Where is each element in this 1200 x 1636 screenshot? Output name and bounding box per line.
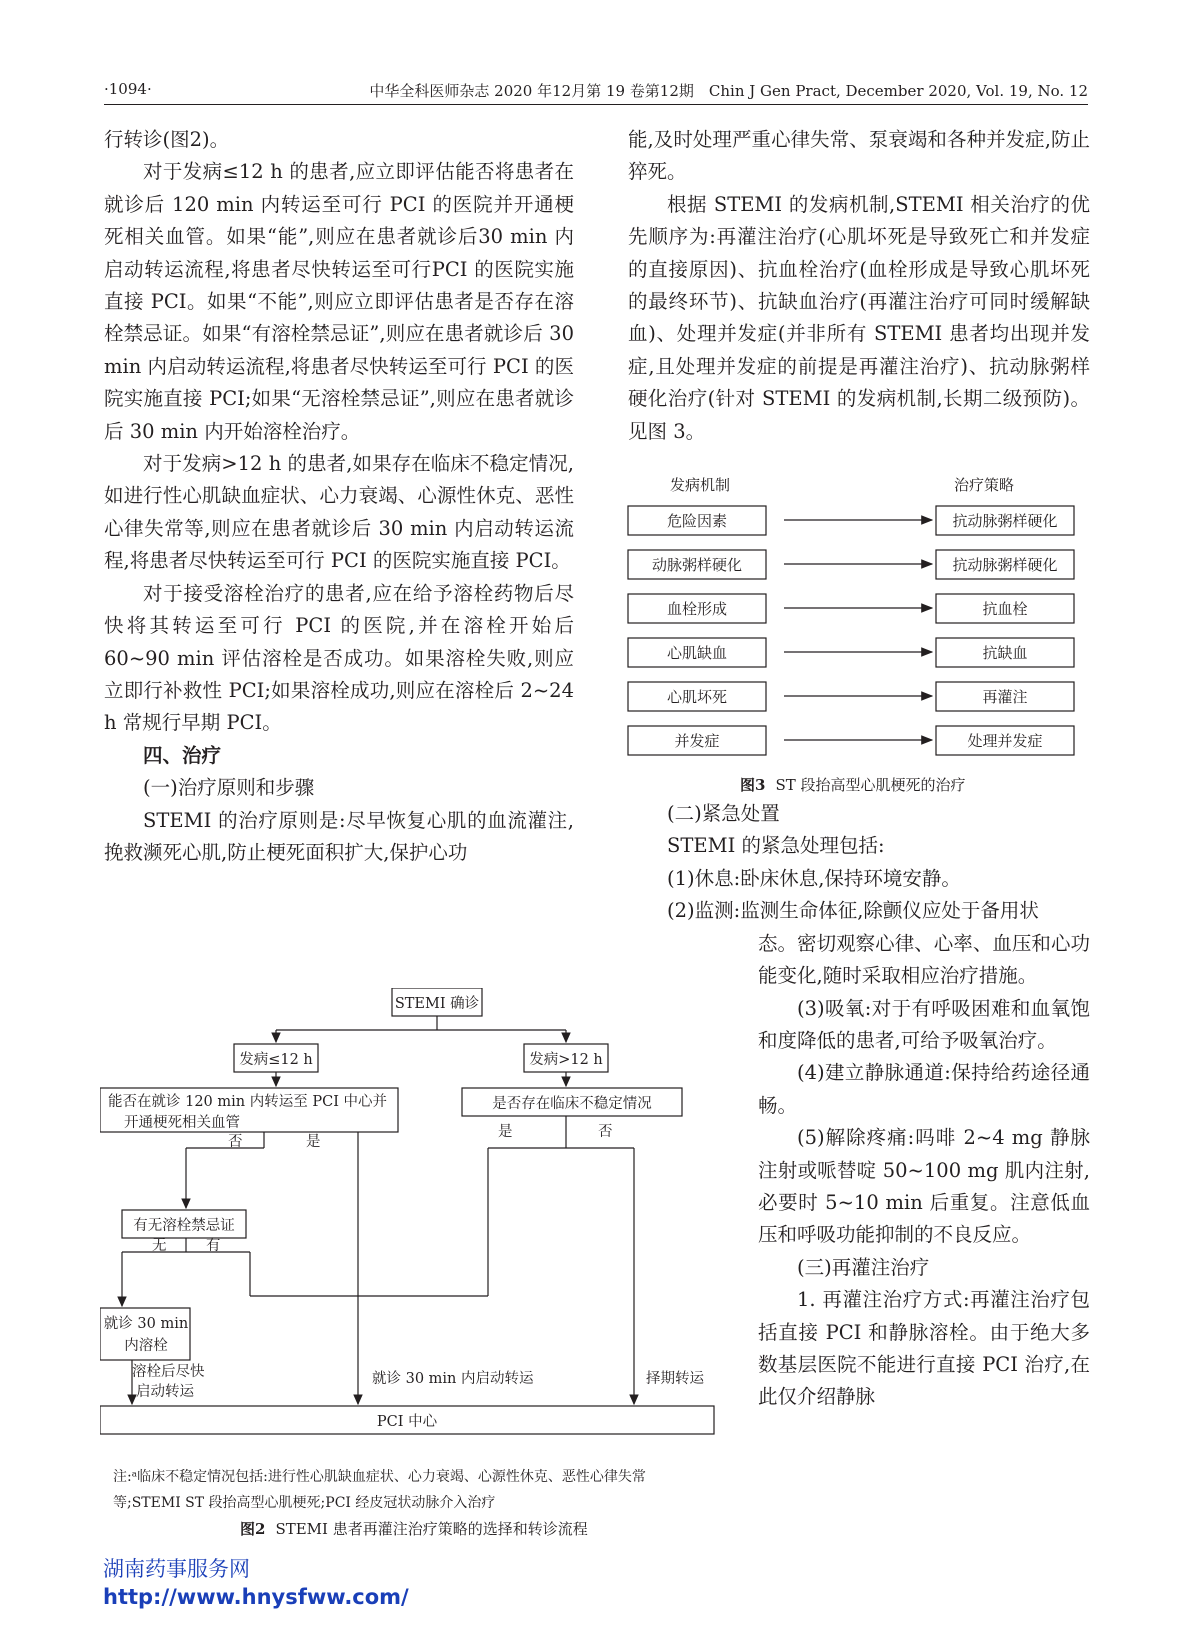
journal-info: 中华全科医师杂志 2020 年12月第 19 卷第12期 Chin J Gen Pract, December 2020, Vol. 19, No. 12: [369, 82, 1088, 100]
paragraph: 对于发病≤12 h 的患者,应立即评估能否将患者在就诊后 120 min 内转运至可行 PCI 的医院并开通梗死相关血管。如果“能”,则应在患者就诊后30 min 内启动转运流程,将患者尽快转运至可行PCI 的医院实施直接 PCI。如果“不能”,则应立即评估患者是否存在溶栓禁忌证。如果“有溶栓禁忌证”,则应在患者就诊后 30 min 内启动转运流程,将患者尽快转运至可行 PCI 的医院实施直接 PCI;如果“无溶栓禁忌证”,则应在患者就诊后 30 min 内开始溶栓治疗。: [104, 160, 574, 443]
fig2-lysis-label: 就诊 30 min: [103, 1316, 189, 1332]
figure3-caption-label: 图3: [740, 776, 766, 794]
fig3-mechanism-label: 心肌坏死: [666, 688, 728, 706]
subsection-heading: (三)再灌注治疗: [797, 1255, 930, 1279]
fig2-left-branch-label: 发病≤12 h: [239, 1052, 313, 1068]
page-number: ·1094·: [104, 80, 152, 98]
subsection-heading: (一)治疗原则和步骤: [143, 776, 315, 800]
fig2-q1-no-label: 否: [228, 1134, 243, 1150]
list-item: (1)休息:卧床休息,保持环境安静。: [667, 866, 961, 890]
list-item: (3)吸氧:对于有呼吸困难和血氧饱和度降低的患者,可给予吸氧治疗。: [758, 996, 1090, 1052]
paragraph: 行转诊(图2)。: [104, 128, 230, 151]
figure2-note: [113, 1464, 753, 1516]
fig3-row: [628, 638, 1074, 667]
fig2-start-label: STEMI 确诊: [394, 996, 480, 1012]
fig2-after-lysis-label: 溶栓后尽快: [132, 1364, 205, 1380]
fig3-row: [628, 506, 1074, 535]
fig3-strategy-label: 抗动脉粥样硬化: [952, 512, 1058, 530]
fig2-q2-yes-label: 是: [498, 1124, 513, 1140]
figure3-caption-text: ST 段抬高型心肌梗死的治疗: [775, 776, 966, 794]
figure2-caption-label: 图2: [240, 1520, 266, 1538]
running-header: [104, 78, 1088, 105]
fig3-row: [628, 726, 1074, 755]
figure2-flowchart: [100, 988, 720, 1458]
watermark-url[interactable]: http://www.hnysfww.com/: [103, 1585, 409, 1609]
fig3-strategy-label: 抗血栓: [982, 600, 1028, 618]
fig2-q2-label: 是否存在临床不稳定情况: [492, 1096, 652, 1112]
fig3-strategy-label: 抗动脉粥样硬化: [952, 556, 1058, 574]
figure2-note-line: 等;STEMI ST 段抬高型心肌梗死;PCI 经皮冠状动脉介入治疗: [113, 1495, 496, 1511]
fig2-q1-label: 开通梗死相关血管: [124, 1115, 240, 1131]
subsection-heading: (二)紧急处置: [667, 802, 780, 826]
figure2-note-line: 注:ᵃ临床不稳定情况包括:进行性心肌缺血症状、心力衰竭、心源性休克、恶性心律失常: [113, 1469, 646, 1485]
fig3-strategy-label: 再灌注: [982, 688, 1028, 706]
fig2-q1-label: 能否在就诊 120 min 内转运至 PCI 中心并: [108, 1094, 388, 1110]
fig2-pci-label: PCI 中心: [376, 1414, 438, 1430]
fig2-q3-label: 有无溶栓禁忌证: [133, 1218, 235, 1234]
fig2-q3-no-label: 无: [152, 1238, 167, 1254]
fig3-mechanism-label: 动脉粥样硬化: [651, 556, 743, 574]
figure2-caption-text: STEMI 患者再灌注治疗策略的选择和转诊流程: [275, 1520, 588, 1538]
fig3-row: [628, 682, 1074, 711]
paragraph: STEMI 的治疗原则是:尽早恢复心肌的血流灌注,挽救濒死心肌,防止梗死面积扩大,保护心功: [104, 808, 574, 864]
fig2-q2-no-label: 否: [598, 1124, 613, 1140]
paragraph: 对于发病>12 h 的患者,如果存在临床不稳定情况,如进行性心肌缺血症状、心力衰竭、心源性休克、恶性心律失常等,则应在患者就诊后 30 min 内启动转运流程,将患者尽快转运至可行 PCI 的医院实施直接 PCI。: [104, 452, 574, 573]
list-item: (4)建立静脉通道:保持给药途径通畅。: [758, 1061, 1090, 1117]
fig3-mechanism-label: 血栓形成: [666, 600, 728, 618]
fig3-mechanism-label: 并发症: [674, 732, 720, 750]
paragraph: 根据 STEMI 的发病机制,STEMI 相关治疗的优先顺序为:再灌注治疗(心肌坏死是导致死亡和并发症的直接原因)、抗血栓治疗(血栓形成是导致心肌坏死的最终环节)、抗缺血治疗(再灌注治疗可同时缓解缺血)、处理并发症(并非所有 STEMI 患者均出现并发症,且处理并发症的前提是再灌注治疗)、抗动脉粥样硬化治疗(针对 STEMI 的发病机制,长期二级预防)。见图 3。: [628, 192, 1090, 443]
fig3-mechanism-label: 危险因素: [666, 512, 728, 530]
fig2-elective-label: 择期转运: [646, 1371, 704, 1387]
fig3-rows: [628, 506, 1074, 755]
paragraph: 能,及时处理严重心律失常、泵衰竭和各种并发症,防止猝死。: [628, 128, 1090, 184]
figure3-diagram: [626, 470, 1096, 770]
fig2-q1-yes-label: 是: [306, 1134, 321, 1150]
fig2-transfer-label: 就诊 30 min 内启动转运: [372, 1371, 534, 1387]
paragraph: STEMI 的紧急处理包括:: [667, 834, 885, 858]
paragraph: 对于接受溶栓治疗的患者,应在给予溶栓药物后尽快将其转运至可行 PCI 的医院,并在溶栓开始后 60~90 min 评估溶栓是否成功。如果溶栓失败,则应立即行补救性 PCI;如果溶栓成功,则应在溶栓后 2~24 h 常规行早期 PCI。: [104, 581, 574, 735]
left-column: [104, 124, 574, 869]
fig3-right-header: 治疗策略: [954, 476, 1015, 494]
list-item: (5)解除疼痛:吗啡 2~4 mg 静脉注射或哌替啶 50~100 mg 肌内注射,必要时 5~10 min 后重复。注意低血压和呼吸功能抑制的不良反应。: [758, 1126, 1090, 1247]
fig3-row: [628, 594, 1074, 623]
fig2-after-lysis-label: 启动转运: [136, 1384, 194, 1400]
list-item: (2)监测:监测生命体征,除颤仪应处于备用状: [667, 899, 1039, 923]
fig3-mechanism-label: 心肌缺血: [666, 644, 728, 662]
fig3-left-header: 发病机制: [670, 476, 731, 494]
fig3-strategy-label: 抗缺血: [982, 644, 1028, 662]
watermark: [103, 1555, 409, 1611]
list-item-continued: 态。密切观察心律、心率、血压和心功能变化,随时采取相应治疗措施。: [758, 931, 1090, 988]
fig3-row: [628, 550, 1074, 579]
fig2-right-branch-label: 发病>12 h: [529, 1052, 603, 1068]
paragraph: 1. 再灌注治疗方式:再灌注治疗包括直接 PCI 和静脉溶栓。由于绝大多数基层医院不能进行直接 PCI 治疗,在此仅介绍静脉: [758, 1288, 1090, 1409]
fig3-strategy-label: 处理并发症: [967, 732, 1043, 750]
figure2-caption: [240, 1518, 588, 1539]
figure3-caption: [740, 774, 966, 795]
watermark-site-name: 湖南药事服务网: [103, 1557, 250, 1581]
fig2-lysis-label: 内溶栓: [124, 1338, 168, 1354]
section-heading: 四、治疗: [143, 743, 222, 767]
fig2-q3-yes-label: 有: [206, 1238, 221, 1254]
